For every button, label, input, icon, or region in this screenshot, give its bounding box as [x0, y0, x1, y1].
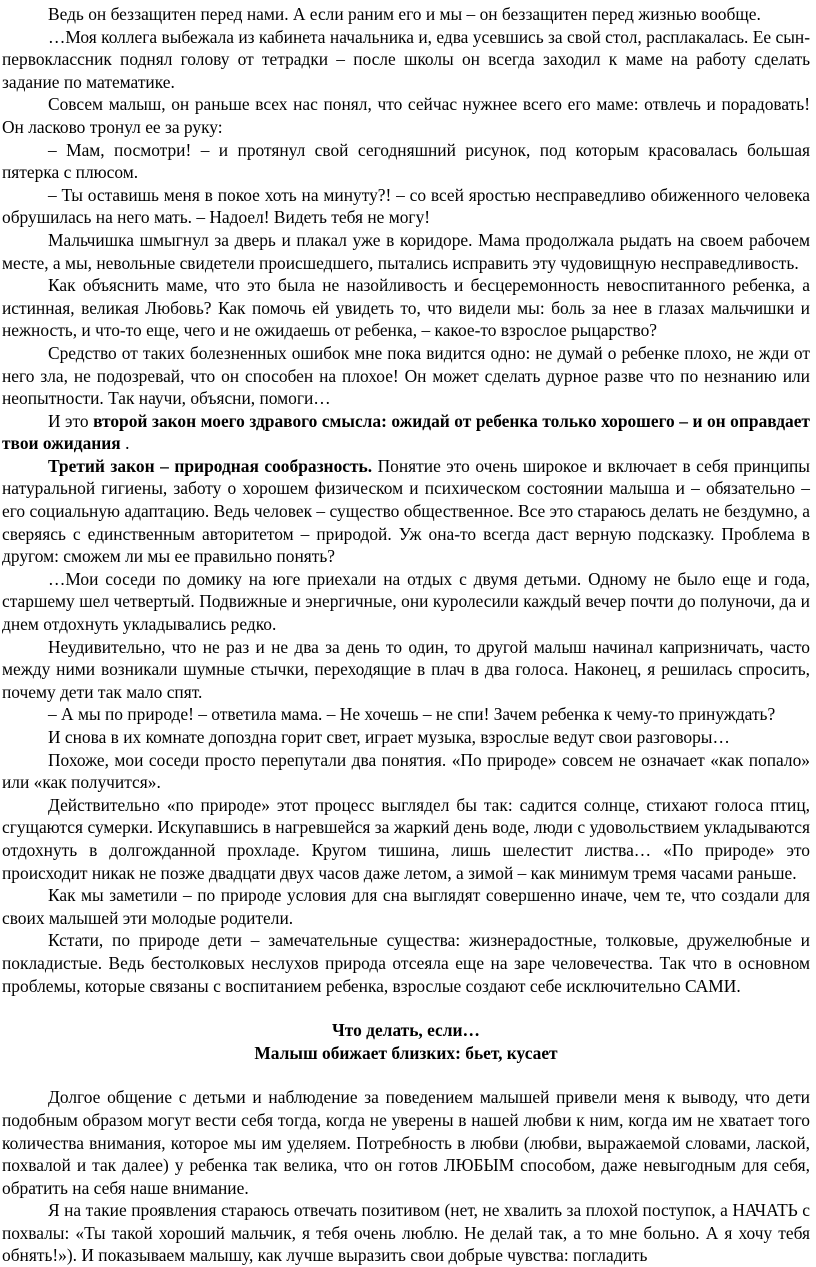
section-heading-line2: Малыш обижает близких: бьет, кусает [254, 1042, 558, 1063]
paragraph: …Мои соседи по домику на юге приехали на отдых с двумя детьми. Одному не было еще и года, старшему шел четвертый. Подвижные и энергичные, они куролесили каждый вечер почти до полуночи, да и днем отдохнуть укладывались редко. [2, 568, 810, 635]
third-law-title: Третий закон – природная сообразность. [48, 455, 373, 476]
paragraph: Совсем малыш, он раньше всех нас понял, что сейчас нужнее всего его маме: отвлечь и порадовать! Он ласково тронул ее за руку: [2, 94, 810, 137]
section-spacer [2, 1064, 810, 1086]
paragraph: – Ты оставишь меня в покое хоть на минуту?! – со всей яростью несправедливо обиженного человека обрушилась на него мать. – Надоел! Видеть тебя не могу! [2, 184, 810, 228]
paragraph: Похоже, мои соседи просто перепутали два понятия. «По природе» совсем не означает «как попало» или «как получится». [2, 749, 810, 793]
paragraph: Неудивительно, что не раз и не два за день то один, то другой малыш начинал капризничать, часто между ними возникали шумные стычки, переходящие в плач в два голоса. Наконец, я решилась спросить, почему дети так мало спят. [2, 636, 810, 702]
paragraph: Как объяснить маме, что это была не назойливость и бесцеремонность невоспитанного ребенка, а истинная, великая Любовь? Как помочь ей увидеть то, что видели мы: боль за нее в глазах мальчишки и нежность, и что-то еще, чего и не ожидаешь от ребенка, – какое-то взрослое рыцарство? [2, 275, 810, 341]
second-law-lead: И это [48, 410, 94, 431]
paragraph: – А мы по природе! – ответила мама. – Не хочешь – не спи! Зачем ребенка к чему-то принуждать? [48, 704, 776, 725]
paragraph: Долгое общение с детьми и наблюдение за поведением малышей привели меня к выводу, что дети подобным образом могут вести себя тогда, когда не уверены в нашей любви к ним, когда им не хватает того количества внимания, которое мы им уделяем. Потребность в любви (любви, выражаемой словами, лаской, похвалой и так далее) у ребенка так велика, что он готов ЛЮБЫМ способом, даже невыгодным для себя, обратить на себя наше внимание. [2, 1087, 810, 1198]
second-law-paragraph [2, 410, 810, 455]
paragraph: Действительно «по природе» этот процесс выглядел бы так: садится солнце, стихают голоса птиц, сгущаются сумерки. Искупавшись в нагревшейся за жаркий день воде, люди с удовольствием укладываются отдохнуть в долгожданной прохладе. Кругом тишина, лишь шелестит листва… «По природе» это происходит никак не позже двадцати двух часов даже летом, а зимой – как минимум тремя часами раньше. [2, 794, 810, 883]
second-law-end: . [120, 433, 130, 454]
paragraph: – Мам, посмотри! – и протянул свой сегодняшний рисунок, под которым красовалась большая пятерка с плюсом. [2, 139, 810, 183]
section-heading-line1: Что делать, если… [332, 1020, 480, 1041]
second-law-text: второй закон моего здравого смысла: ожидай от ребенка только хорошего – и он оправдает твои ожидания [2, 410, 810, 454]
third-law-paragraph [2, 455, 810, 568]
third-law-text: Понятие это очень широкое и включает в себя принципы натуральной гигиены, заботу о хорошем физическом и психическом состоянии малыша и – обязательно – его социальную адаптацию. Ведь человек – существо общественное. Все это стараюсь делать не бездумно, а сверяясь с единственным авторитетом – природой. Уж она-то всегда даст верную подсказку. Проблема в другом: сможем ли мы ее правильно понять? [2, 455, 810, 567]
paragraph: Я на такие проявления стараюсь отвечать позитивом (нет, не хвалить за плохой поступок, а НАЧАТЬ с похвалы: «Ты такой хороший мальчик, я тебя очень люблю. Не делай так, а то мне больно. А я хочу тебя обнять!»). И показываем малышу, как лучше выразить свои добрые чувства: погладить [2, 1200, 810, 1266]
paragraph: Ведь он беззащитен перед нами. А если раним его и мы – он беззащитен перед жизнью вообще. [48, 4, 761, 24]
paragraph: Кстати, по природе дети – замечательные существа: жизнерадостные, толковые, дружелюбные и покладистые. Ведь бестолковых неслухов природа отсеяла еще на заре человечества. Так что в основном проблемы, которые связаны с воспитанием ребенка, взрослые создают себе исключительно САМИ. [2, 930, 810, 996]
paragraph: Средство от таких болезненных ошибок мне пока видится одно: не думай о ребенке плохо, не жди от него зла, не подозревай, что он способен на плохое! Он может сделать дурное разве что по незнанию или неопытности. Так научи, объясни, помоги… [2, 342, 810, 409]
paragraph: Мальчишка шмыгнул за дверь и плакал уже в коридоре. Мама продолжала рыдать на своем рабочем месте, а мы, невольные свидетели происшедшего, пытались исправить эту чудовищную несправедливость. [2, 229, 810, 273]
paragraph: …Моя коллега выбежала из кабинета начальника и, едва усевшись за свой стол, расплакалась. Ее сын-первоклассник поднял голову от тетрадки – после школы он всегда заходил к маме на работу сделать задание по математике. [2, 26, 810, 92]
paragraph: Как мы заметили – по природе условия для сна выглядят совершенно иначе, чем те, что создали для своих малышей эти молодые родители. [2, 885, 810, 928]
document-page [0, 3, 816, 1267]
paragraph: И снова в их комнате допоздна горит свет, играет музыка, взрослые ведут свои разговоры… [48, 727, 730, 747]
